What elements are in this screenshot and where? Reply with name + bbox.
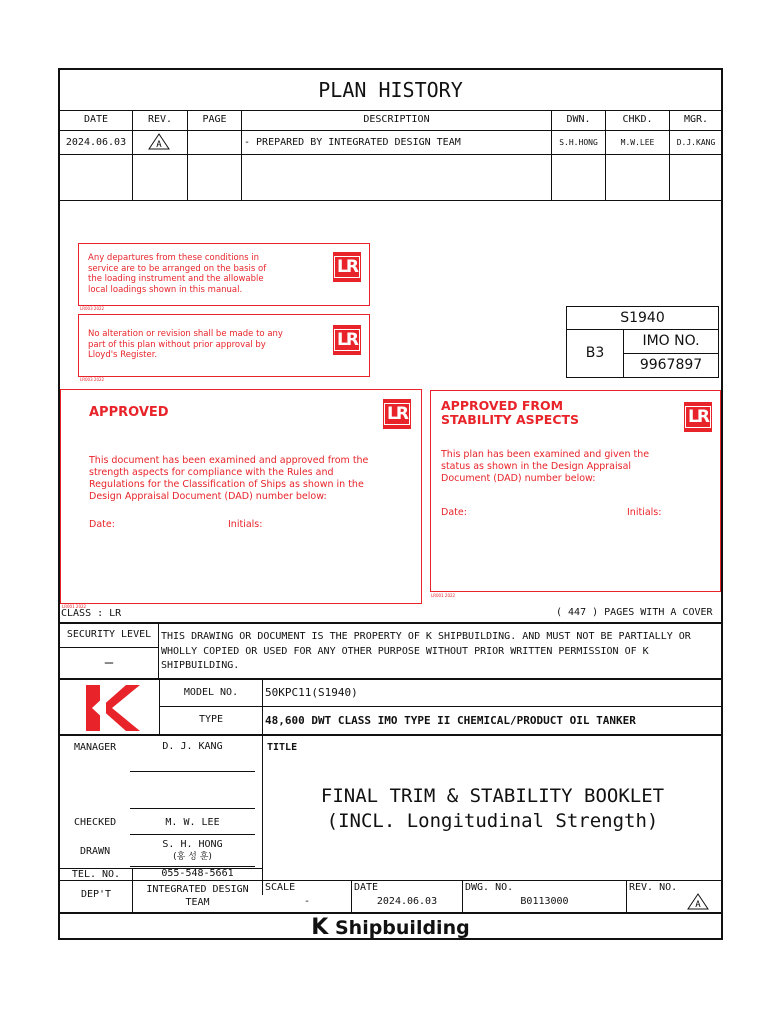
signature-line bbox=[130, 834, 255, 835]
imo-label: IMO NO. bbox=[642, 333, 700, 349]
stability-date-label: Date: bbox=[441, 507, 467, 518]
signature-line bbox=[130, 771, 255, 772]
revision-triangle-icon bbox=[687, 893, 709, 910]
title-label: TITLE bbox=[267, 742, 298, 753]
signature-line bbox=[130, 808, 255, 809]
tel-label: TEL. NO. bbox=[71, 869, 121, 880]
header-mgr: MGR. bbox=[683, 114, 709, 125]
departures-stamp bbox=[78, 243, 370, 306]
stability-initials-label: Initials: bbox=[627, 507, 662, 518]
dept-label: DEP'T bbox=[80, 889, 112, 900]
divider bbox=[159, 706, 722, 707]
stamp-code: LR001 2022 bbox=[431, 593, 456, 598]
row-mgr: D.J.KANG bbox=[676, 138, 716, 147]
header-dwn: DWN. bbox=[566, 114, 591, 125]
header-rev: REV. bbox=[147, 114, 173, 125]
signature-line bbox=[130, 866, 255, 867]
alteration-text: No alteration or revision shall be made to any part of this plan without prior approval by Lloyd's Register. bbox=[88, 329, 283, 360]
manager-label: MANAGER bbox=[74, 742, 117, 753]
approved-date-label: Date: bbox=[89, 519, 115, 530]
scale-label: SCALE bbox=[265, 882, 296, 893]
stability-title: APPROVED FROM STABILITY ASPECTS bbox=[441, 398, 580, 427]
divider bbox=[59, 110, 722, 111]
title-line-1: FINAL TRIM & STABILITY BOOKLET bbox=[320, 785, 665, 807]
hull-number: S1940 bbox=[620, 310, 665, 326]
departures-text: Any departures from these conditions in service are to be arranged on the basis of the loading instrument and the allowable local loadings shown in this manual. bbox=[88, 253, 267, 295]
company-name: K Shipbuilding bbox=[311, 915, 470, 940]
svg-text:A: A bbox=[695, 900, 701, 910]
stability-text: This plan has been examined and given the status as shown in the Design Appraisal Document (DAD) number below: bbox=[441, 449, 650, 484]
tel-value: 055-548-5661 bbox=[161, 868, 234, 879]
stamp-code: LR001 2022 bbox=[62, 604, 87, 609]
page-count: ( 447 ) PAGES WITH A COVER bbox=[556, 607, 713, 618]
class-label: CLASS : LR bbox=[61, 608, 122, 619]
security-level-value: — bbox=[104, 655, 114, 671]
date-label: DATE bbox=[354, 882, 379, 893]
header-date: DATE bbox=[83, 114, 109, 125]
row-dwn: S.H.HONG bbox=[559, 138, 598, 147]
type-value: 48,600 DWT CLASS IMO TYPE II CHEMICAL/PRODUCT OIL TANKER bbox=[265, 714, 636, 727]
row-date: 2024.06.03 bbox=[65, 137, 127, 148]
lr-logo-icon: LR bbox=[383, 399, 411, 429]
plan-history-title: PLAN HISTORY bbox=[318, 78, 463, 102]
revision-triangle-icon bbox=[148, 133, 170, 150]
dwg-label: DWG. NO. bbox=[465, 882, 514, 893]
date-value: 2024.06.03 bbox=[376, 896, 438, 907]
checked-label: CHECKED bbox=[74, 817, 117, 828]
dept-value: INTEGRATED DESIGN TEAM bbox=[146, 884, 249, 908]
divider bbox=[59, 200, 722, 201]
approved-text: This document has been examined and approved from the strength aspects for compliance with the Rules and Regulations for the Classification of Ships as shown in the Design Appraisal Document (DAD) number below: bbox=[89, 455, 369, 502]
security-notice: THIS DRAWING OR DOCUMENT IS THE PROPERTY OF K SHIPBUILDING. AND MUST NOT BE PARTIALLY OR WHOLLY COPIED OR USED FOR ANY OTHER PURPOSE WITHOUT PRIOR WRITTEN PERMISSION OF K SHIPBUILDING. bbox=[161, 631, 691, 671]
divider bbox=[462, 880, 463, 912]
lr-logo-icon: LR bbox=[333, 252, 361, 282]
revision-code: B3 bbox=[585, 345, 605, 361]
drawn-name: S. H. HONG bbox=[162, 839, 223, 850]
divider bbox=[59, 912, 723, 914]
type-label: TYPE bbox=[198, 714, 224, 725]
imo-number: 9967897 bbox=[639, 357, 703, 373]
row-chkd: M.W.LEE bbox=[620, 138, 655, 147]
model-label: MODEL NO. bbox=[183, 687, 239, 698]
manager-name: D. J. KANG bbox=[162, 741, 223, 752]
checked-name: M. W. LEE bbox=[165, 817, 220, 828]
title-line-2: (INCL. Longitudinal Strength) bbox=[326, 810, 659, 832]
divider bbox=[158, 623, 159, 678]
divider bbox=[59, 880, 723, 881]
divider bbox=[59, 734, 723, 736]
header-description: DESCRIPTION bbox=[363, 114, 430, 125]
header-page: PAGE bbox=[202, 114, 227, 125]
stamp-code: LR003 2022 bbox=[80, 306, 105, 311]
alteration-stamp bbox=[78, 314, 370, 377]
divider bbox=[59, 154, 722, 155]
header-chkd: CHKD. bbox=[622, 114, 653, 125]
approved-initials-label: Initials: bbox=[228, 519, 263, 530]
divider bbox=[59, 647, 158, 648]
imo-box bbox=[566, 306, 719, 378]
rev-no-label: REV. NO. bbox=[629, 882, 678, 893]
drawn-label: DRAWN bbox=[80, 846, 111, 857]
divider bbox=[626, 880, 627, 912]
approved-title: APPROVED bbox=[89, 405, 169, 420]
divider bbox=[59, 130, 722, 131]
scale-value: - bbox=[303, 896, 311, 907]
model-value: 50KPC11(S1940) bbox=[265, 686, 358, 699]
k-shipbuilding-logo bbox=[84, 683, 144, 733]
drawn-name-korean: (홍 성 훈) bbox=[173, 852, 212, 862]
lr-logo-icon: LR bbox=[333, 325, 361, 355]
lr-logo-icon: LR bbox=[684, 402, 712, 432]
divider bbox=[351, 880, 352, 912]
stability-stamp bbox=[430, 390, 721, 592]
stamp-code: LR003 2022 bbox=[80, 377, 105, 382]
svg-text:A: A bbox=[156, 140, 162, 150]
row-description: - PREPARED BY INTEGRATED DESIGN TEAM bbox=[244, 137, 461, 148]
security-level-label: SECURITY LEVEL bbox=[66, 629, 152, 640]
approved-stamp bbox=[60, 389, 422, 604]
dwg-value: B0113000 bbox=[520, 896, 569, 907]
